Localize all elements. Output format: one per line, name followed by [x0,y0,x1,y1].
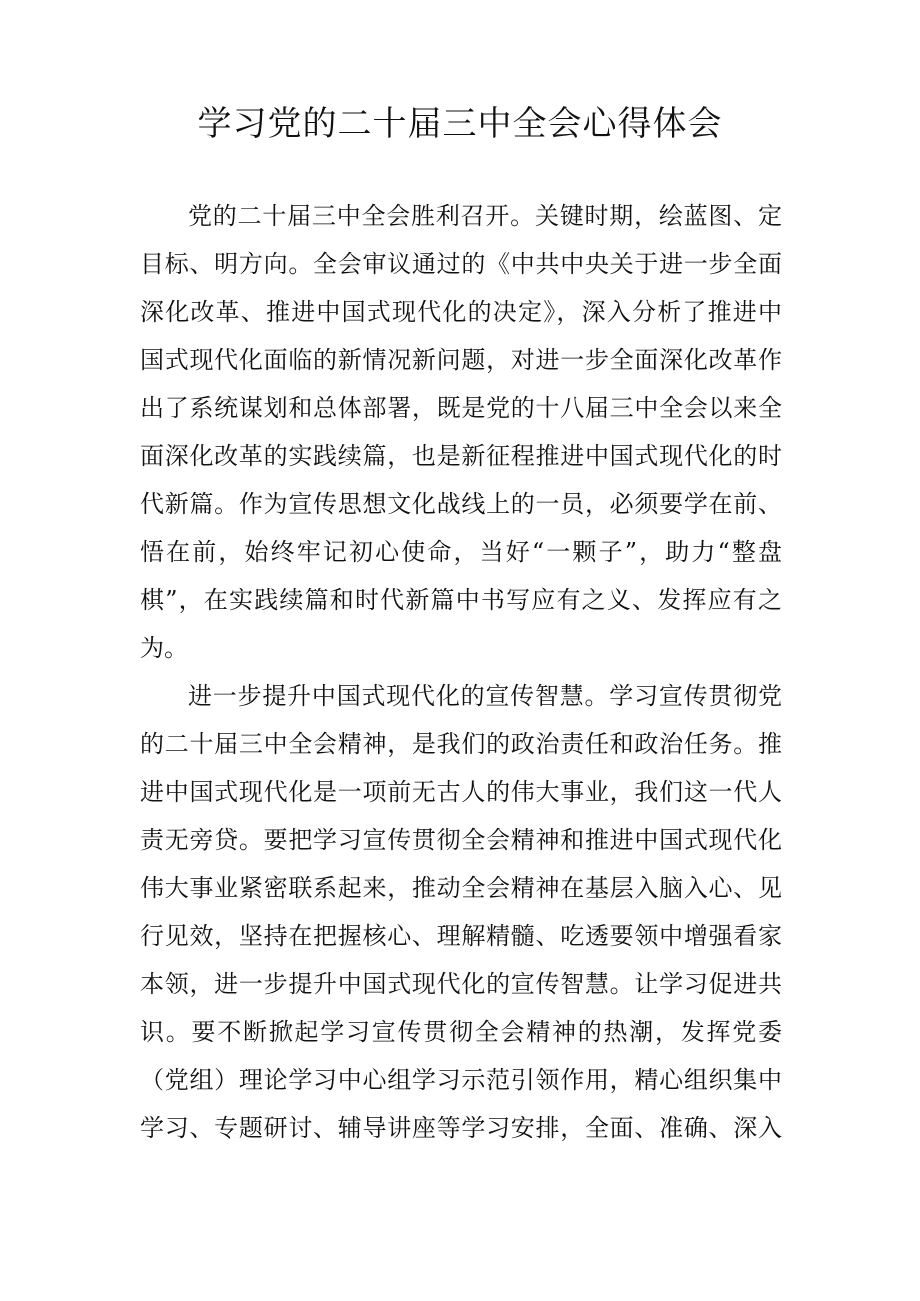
paragraph-line: 进中国式现代化是一项前无古人的伟大事业，我们这一代人 [140,778,782,806]
paragraph-line: 深化改革、推进中国式现代化的决定》，深入分析了推进中 [140,298,782,326]
paragraph-line: 悟在前，始终牢记初心使命，当好“一颗子”，助力“整盘 [140,538,782,566]
paragraph-line: 责无旁贷。要把学习宣传贯彻全会精神和推进中国式现代化 [140,826,782,854]
paragraph-line: 为。 [140,634,188,662]
paragraph-line: （党组）理论学习中心组学习示范引领作用，精心组织集中 [140,1066,782,1094]
paragraph-line: 党的二十届三中全会胜利召开。关键时期，绘蓝图、定 [188,202,782,230]
paragraph-line: 面深化改革的实践续篇，也是新征程推进中国式现代化的时 [140,442,782,470]
paragraph-line: 代新篇。作为宣传思想文化战线上的一员，必须要学在前、 [140,490,782,518]
paragraph-2 [140,672,782,1152]
paragraph-1 [140,192,782,672]
paragraph-line: 伟大事业紧密联系起来，推动全会精神在基层入脑入心、见 [140,874,782,902]
paragraph-line: 学习、专题研讨、辅导讲座等学习安排，全面、准确、深入 [140,1114,782,1142]
paragraph-line: 本领，进一步提升中国式现代化的宣传智慧。让学习促进共 [140,970,782,998]
paragraph-line: 目标、明方向。全会审议通过的《中共中央关于进一步全面 [140,250,782,278]
document-body [140,192,782,1152]
paragraph-line: 棋”，在实践续篇和时代新篇中书写应有之义、发挥应有之 [140,586,782,614]
paragraph-line: 识。要不断掀起学习宣传贯彻全会精神的热潮，发挥党委 [140,1018,782,1046]
paragraph-line: 国式现代化面临的新情况新问题，对进一步全面深化改革作 [140,346,782,374]
paragraph-line: 的二十届三中全会精神，是我们的政治责任和政治任务。推 [140,730,782,758]
document-title: 学习党的二十届三中全会心得体会 [197,104,723,144]
paragraph-line: 行见效，坚持在把握核心、理解精髓、吃透要领中增强看家 [140,922,782,950]
paragraph-line: 出了系统谋划和总体部署，既是党的十八届三中全会以来全 [140,394,782,422]
paragraph-line: 进一步提升中国式现代化的宣传智慧。学习宣传贯彻党 [188,682,782,710]
